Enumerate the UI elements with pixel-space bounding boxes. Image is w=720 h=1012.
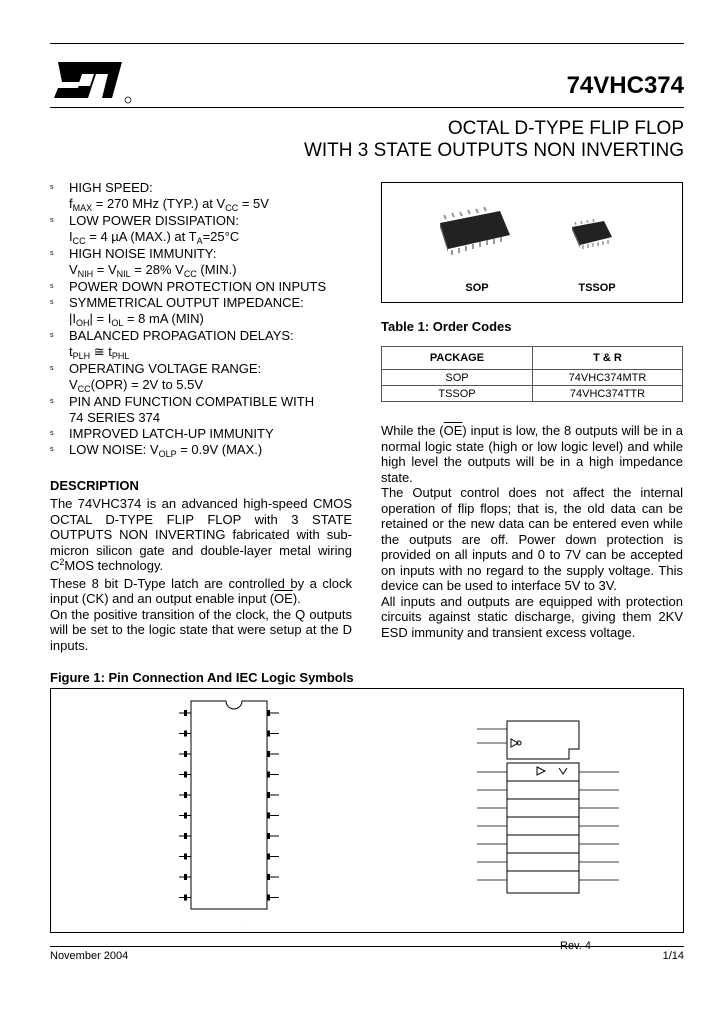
pin-connection-diagram <box>51 689 683 932</box>
dip-package-symbol <box>191 701 267 909</box>
drawing-code: . <box>241 923 243 929</box>
description-heading: DESCRIPTION <box>50 478 139 493</box>
feature-title: s HIGH NOISE IMMUNITY: <box>69 246 217 261</box>
figure-box <box>50 688 684 933</box>
feature-item <box>50 213 370 246</box>
figure-title: Figure 1: Pin Connection And IEC Logic Symbols <box>50 670 354 685</box>
feature-text: = V <box>93 262 117 277</box>
feature-detail <box>69 262 370 279</box>
operation-text-span: ) input is low, the 8 outputs will be in a normal logic state (high or low logic level) and while high level the outputs will be in a high impedance state. <box>381 423 683 485</box>
title-line-2: WITH 3 STATE OUTPUTS NON INVERTING <box>303 140 684 161</box>
feature-title: s IMPROVED LATCH-UP IMMUNITY <box>69 426 274 441</box>
feature-title: s HIGH SPEED: <box>69 180 153 195</box>
description-paragraph <box>50 496 352 576</box>
order-codes-table <box>381 346 683 402</box>
feature-text: =25°C <box>202 229 240 244</box>
column-header: PACKAGE <box>382 347 533 370</box>
title-line-1: OCTAL D-TYPE FLIP FLOP <box>447 118 684 139</box>
feature-title: s POWER DOWN PROTECTION ON INPUTS <box>69 279 327 294</box>
feature-text: = 28% V <box>130 262 184 277</box>
subscript: MAX <box>72 203 93 213</box>
feature-text: = 8 mA (MIN) <box>123 311 204 326</box>
feature-title: s LOW POWER DISSIPATION: <box>69 213 239 228</box>
feature-text: | = I <box>89 311 112 326</box>
feature-detail <box>69 229 370 246</box>
feature-text: ≅ t <box>90 344 112 359</box>
subscript: OH <box>76 318 90 328</box>
revision: Rev. 4 <box>560 940 591 952</box>
feature-item <box>50 180 370 213</box>
operation-paragraph: The Output control does not affect the internal operation of flip flops; that is, the old data can be retained or the new data can be entered even while the outputs are off. Power down protection is provided on all inputs and 0 to 7V can be accepted on inputs with no regard to the supply voltage. This device can be used to interface 5V to 3V. <box>381 485 683 593</box>
iec-logic-symbol <box>507 721 579 893</box>
description-text: These 8 bit D-Type latch are controlled by a clock input (CK) and an output enable input ( <box>50 575 352 606</box>
table-cell: TSSOP <box>382 386 533 402</box>
feature-item <box>50 394 370 426</box>
feature-detail <box>69 196 370 213</box>
operation-paragraph <box>381 423 683 485</box>
package-images-box <box>381 182 683 303</box>
feature-text: = 4 µA (MAX.) at T <box>85 229 197 244</box>
subscript: CC <box>183 269 197 279</box>
feature-detail <box>69 311 370 328</box>
oe-signal: $\overline{OE}$ <box>443 423 463 438</box>
table-header-row <box>382 347 683 370</box>
feature-detail: 74 SERIES 374 <box>69 410 161 425</box>
feature-title: s SYMMETRICAL OUTPUT IMPEDANCE: <box>69 295 304 310</box>
operation-text <box>381 423 683 640</box>
feature-title: s BALANCED PROPAGATION DELAYS: <box>69 328 294 343</box>
feature-detail <box>69 442 370 459</box>
tssop-package-image <box>572 219 612 249</box>
table-cell: 74VHC374MTR <box>533 370 683 386</box>
feature-text: LOW NOISE: V <box>69 442 159 457</box>
description-paragraph: On the positive transition of the clock, the Q outputs will be set to the logic state that were setup at the D inputs. <box>50 606 352 653</box>
sop-label: SOP <box>465 282 489 294</box>
part-number: 74VHC374 <box>566 72 684 99</box>
tssop-label: TSSOP <box>578 282 616 294</box>
subscript: CC <box>225 203 239 213</box>
description-text: The 74VHC374 is an advanced high-speed CMOS OCTAL D-TYPE FLIP FLOP with 3 STATE OUTPUTS NON INVERTING fabricated with sub-micron silicon gate and double-layer metal wiring C <box>50 496 352 573</box>
subscript: NIH <box>77 269 94 279</box>
st-logo <box>50 54 134 106</box>
table-row <box>382 386 683 402</box>
feature-text: = 5V <box>238 196 269 211</box>
feature-list <box>50 180 370 459</box>
description-text: MOS technology. <box>64 558 164 573</box>
feature-text: t <box>69 344 73 359</box>
oe-signal: $\overline{OE}$ <box>274 591 293 606</box>
feature-item <box>50 295 370 328</box>
feature-title: s PIN AND FUNCTION COMPATIBLE WITH <box>69 394 315 409</box>
feature-text: = 0.9V (MAX.) <box>176 442 263 457</box>
subscript: PHL <box>111 351 130 361</box>
order-table-title: Table 1: Order Codes <box>381 319 512 334</box>
table-cell: SOP <box>382 370 533 386</box>
description-paragraph <box>50 576 352 607</box>
iec-pin-leads <box>477 729 619 880</box>
sop-package-image <box>440 207 510 255</box>
feature-text: |I <box>69 311 76 326</box>
feature-text: V <box>69 377 78 392</box>
description-body <box>50 496 352 653</box>
description-text: ). <box>292 591 301 606</box>
document-date: November 2004 <box>50 950 129 962</box>
subscript: CC <box>72 236 86 246</box>
feature-text: f <box>69 196 73 211</box>
column-header: T & R <box>533 347 683 370</box>
feature-text: (MIN.) <box>196 262 237 277</box>
superscript: 2 <box>59 557 65 567</box>
feature-text: I <box>69 229 73 244</box>
operation-text-span: While the ( <box>381 423 444 438</box>
subscript: NIL <box>116 269 131 279</box>
feature-item <box>50 442 370 459</box>
feature-detail <box>69 377 370 394</box>
feature-text: V <box>69 262 78 277</box>
feature-item <box>50 279 370 295</box>
title-rule <box>50 107 684 108</box>
feature-text: = 270 MHz (TYP.) at V <box>92 196 226 211</box>
feature-title: s OPERATING VOLTAGE RANGE: <box>69 361 262 376</box>
table-row <box>382 370 683 386</box>
table-cell: 74VHC374TTR <box>533 386 683 402</box>
top-rule <box>50 43 684 44</box>
operation-paragraph: All inputs and outputs are equipped with protection circuits against static discharge, giving them 2KV ESD immunity and transient excess voltage. <box>381 593 683 640</box>
subscript: OL <box>111 318 124 328</box>
dip-pin-leads <box>179 710 279 901</box>
subscript: A <box>196 236 203 246</box>
subscript: CC <box>77 384 91 394</box>
feature-text: (OPR) = 2V to 5.5V <box>90 377 204 392</box>
subscript: OLP <box>158 449 177 459</box>
subscript: PLH <box>72 351 91 361</box>
feature-item <box>50 328 370 361</box>
page-number: 1/14 <box>662 950 684 962</box>
package-drawings <box>382 183 682 302</box>
feature-detail <box>69 344 370 361</box>
feature-item <box>50 246 370 279</box>
feature-item <box>50 426 370 442</box>
feature-item <box>50 361 370 394</box>
